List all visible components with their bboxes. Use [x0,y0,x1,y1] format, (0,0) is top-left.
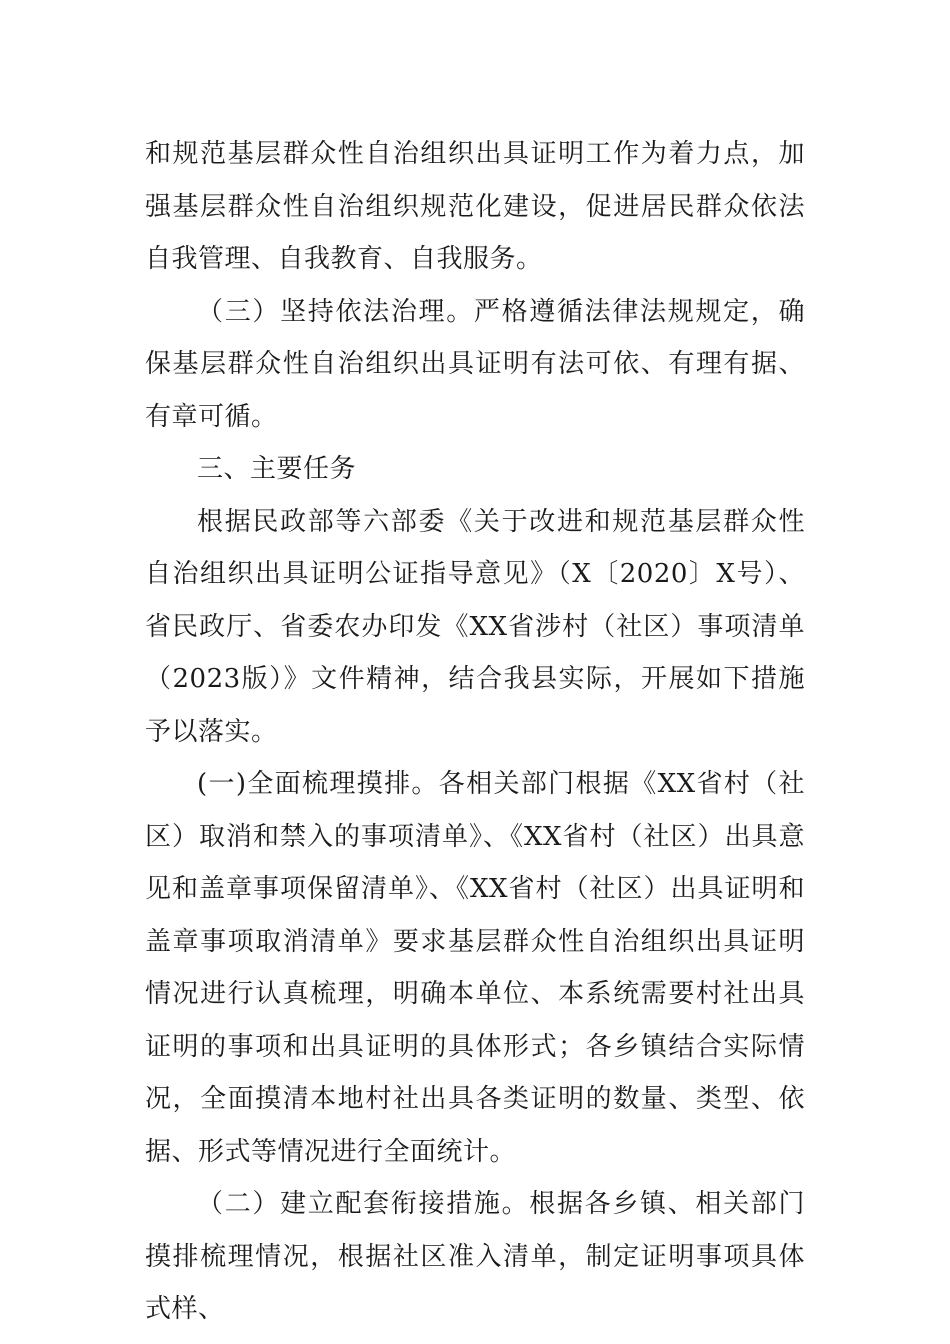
paragraph-task-1-review: (一)全面梳理摸排。各相关部门根据《XX省村（社区）取消和禁入的事项清单》、《XX省村（社区）出具意见和盖章事项保留清单》、《XX省村（社区）出具证明和盖章事项取消清单》要求基层群众性自治组织出具证明情况进行认真梳理，明确本单位、本系统需要村社出具证明的事项和出具证明的具体形式；各乡镇结合实际情况，全面摸清本地村社出具各类证明的数量、类型、依据、形式等情况进行全面统计。 [145,769,805,1167]
document-body [145,128,805,1336]
paragraph-principle-rule-of-law: （三）坚持依法治理。严格遵循法律法规规定，确保基层群众性自治组织出具证明有法可依、有理有据、有章可循。 [145,296,805,432]
paragraph-intro-continuation: 和规范基层群众性自治组织出具证明工作为着力点，加强基层群众性自治组织规范化建设，促进居民群众依法自我管理、自我教育、自我服务。 [145,139,805,274]
paragraph-basis: 根据民政部等六部委《关于改进和规范基层群众性自治组织出具证明公证指导意见》（X〔2020〕X号）、省民政厅、省委农办印发《XX省涉村（社区）事项清单（2023版）》文件精神，结合我县实际，开展如下措施予以落实。 [145,506,805,747]
paragraph-task-2-measures: （二）建立配套衔接措施。根据各乡镇、相关部门摸排梳理情况，根据社区准入清单，制定证明事项具体式样、 [145,1189,805,1324]
section-heading-main-tasks: 三、主要任务 [197,454,357,484]
